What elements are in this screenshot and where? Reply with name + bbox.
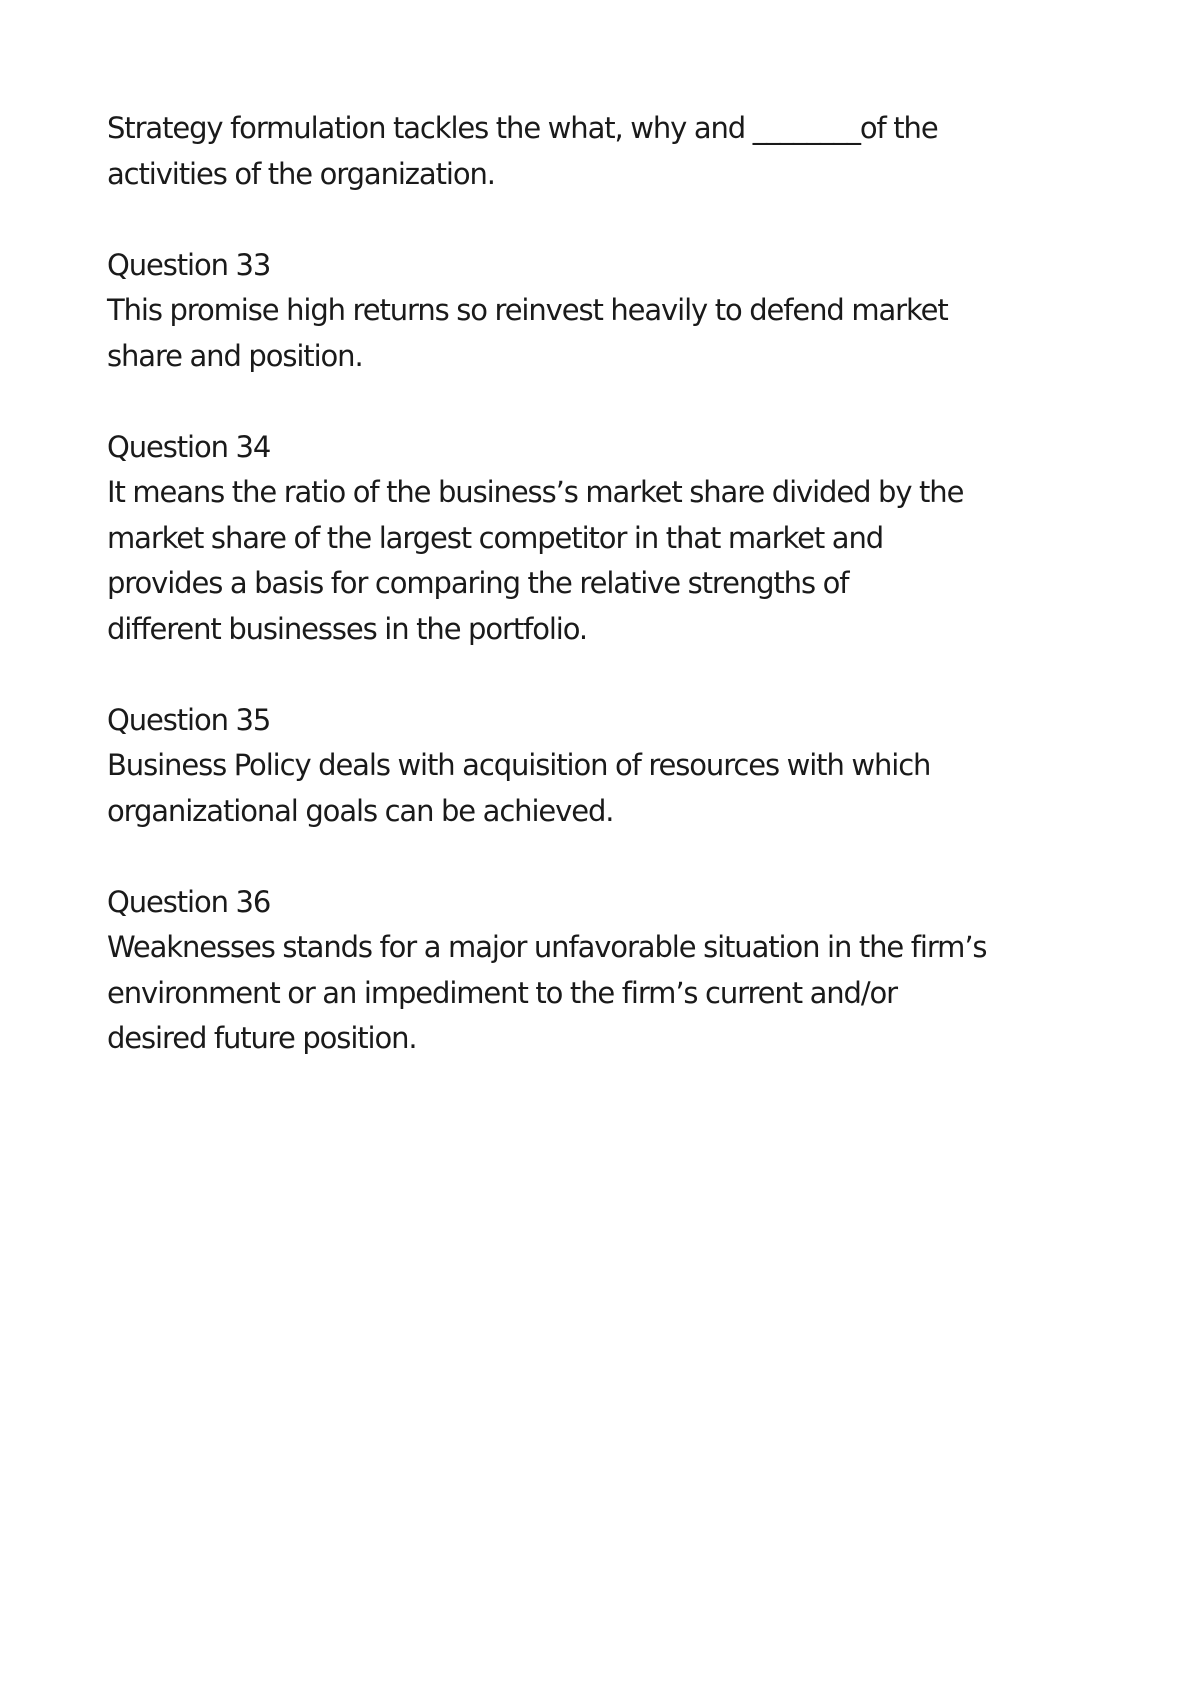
question-35 <box>107 698 1117 835</box>
question-text-line: Business Policy deals with acquisition of resources with which <box>107 748 931 782</box>
question-33 <box>107 243 1117 380</box>
question-text-line: Weaknesses stands for a major unfavorable situation in the firm’s <box>107 930 987 964</box>
question-text-line: different businesses in the portfolio. <box>107 611 588 646</box>
question-heading: Question 35 <box>107 702 271 737</box>
question-text-line: environment or an impediment to the firm’s current and/or <box>107 975 897 1010</box>
question-text-line: provides a basis for comparing the relative strengths of <box>107 566 849 600</box>
question-text-line: This promise high returns so reinvest heavily to defend market <box>107 293 948 327</box>
question-text-line: organizational goals can be achieved. <box>107 793 614 828</box>
question-text-line: It means the ratio of the business’s market share divided by the <box>107 475 964 509</box>
question-heading: Question 36 <box>107 884 271 919</box>
question-text-line: market share of the largest competitor in that market and <box>107 520 884 555</box>
intro-line: activities of the organization. <box>107 156 495 191</box>
question-text-line: desired future position. <box>107 1021 417 1055</box>
intro-statement <box>107 106 1117 197</box>
question-heading: Question 33 <box>107 247 271 282</box>
intro-line: Strategy formulation tackles the what, why and ________of the <box>107 111 938 145</box>
question-34 <box>107 425 1117 653</box>
document-content <box>107 106 1117 1107</box>
question-text-line: share and position. <box>107 338 363 373</box>
question-36 <box>107 880 1117 1062</box>
question-heading: Question 34 <box>107 429 271 464</box>
